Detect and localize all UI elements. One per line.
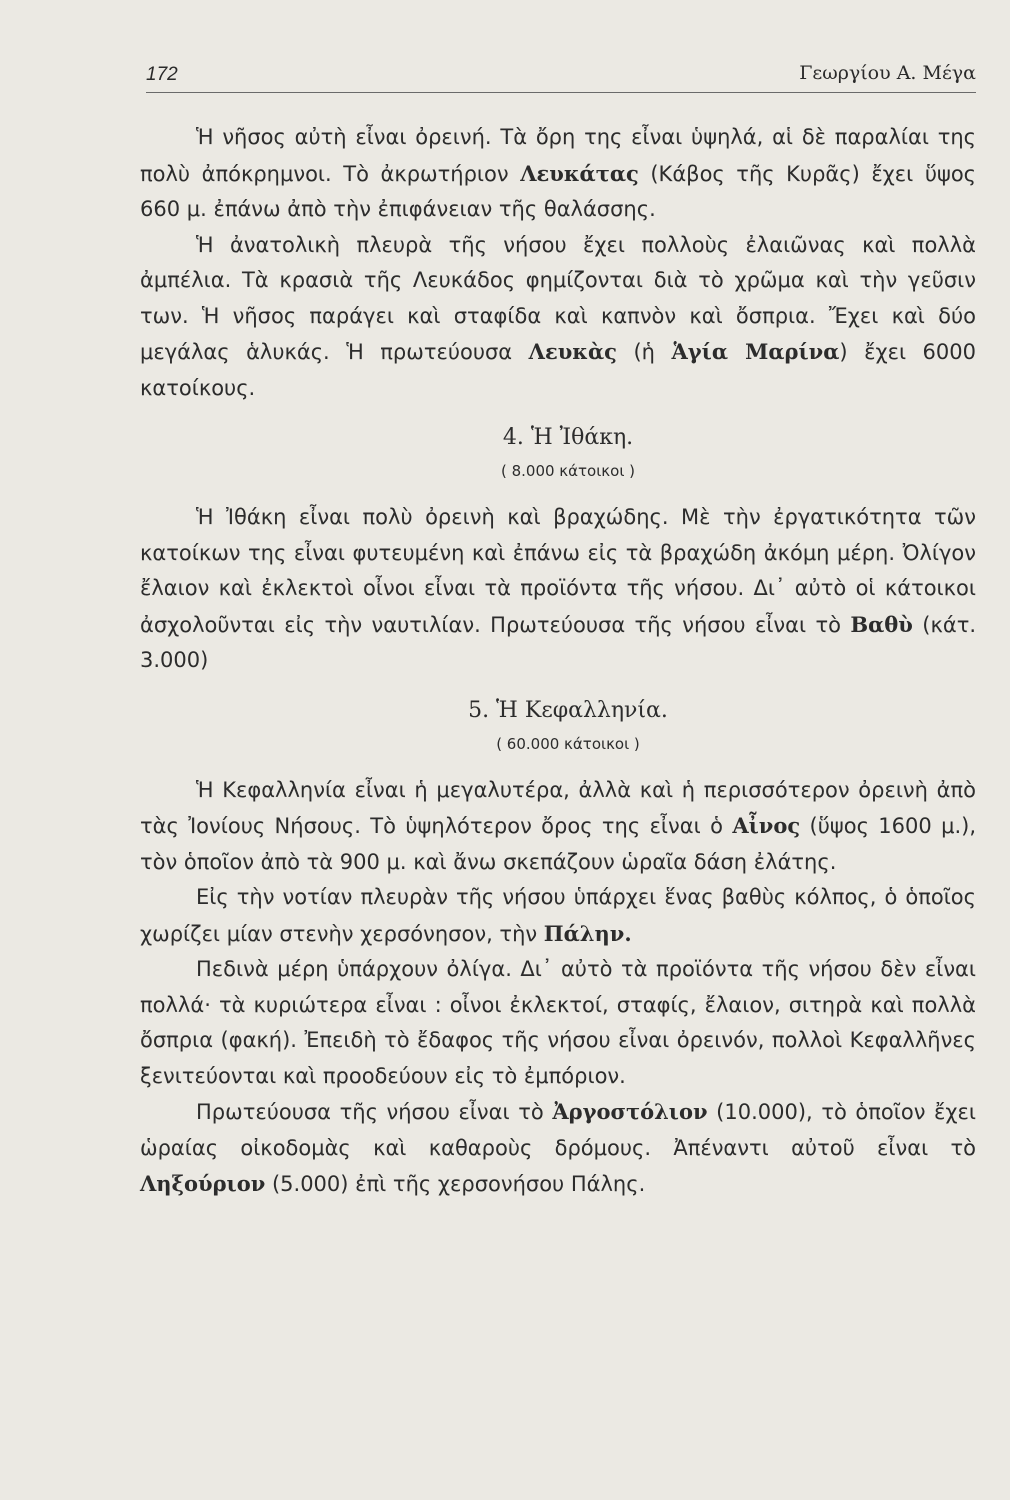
place-name: Ἀργοστόλιον: [552, 1099, 708, 1124]
section-heading-ithaca: 4. Ἡ Ἰθάκη.: [502, 425, 634, 450]
place-name: Πάλην.: [543, 920, 632, 946]
section-heading-kefalonia: 5. Ἡ Κεφαλληνία.: [468, 697, 668, 723]
ithaca-paragraph-1: Ἡ Ἰθάκη εἶναι πολὺ ὀρεινὴ καὶ βραχώδης. Μὲ τὴν ἐργατικότητα τῶν κατοίκων της εἶναι φυτευμένη καὶ ἐπάνω εἰς τὰ βραχώδη ἀκόμη μέρη. Ὀλίγον ἔλαιον καὶ ἐκλεκτοὶ οἶνοι εἶναι τὰ προϊόντα τῆς νήσου. Δι᾽ αὐτὸ οἱ κάτοικοι ἀσχολοῦνται εἰς τὴν ναυτιλίαν. Πρωτεύουσα τῆς νήσου εἶναι τὸ Βαθὺ (κάτ. 3.000): [140, 505, 977, 672]
place-name: Λευκὰς: [528, 339, 617, 364]
place-name: Ληξούριον: [140, 1171, 266, 1196]
lefkada-paragraph-1: Ἡ νῆσος αὐτὴ εἶναι ὀρεινή. Τὰ ὄρη της εἶναι ὑψηλά, αἱ δὲ παραλίαι της πολὺ ἀπόκρημνοι. Τὸ ἀκρωτήριον Λευκάτας (Κάβος τῆς Κυρᾶς) ἔχει ὕψος 660 μ. ἐπάνω ἀπὸ τὴν ἐπιφάνειαν τῆς θαλάσσης.: [140, 125, 977, 221]
body-text: [140, 120, 976, 1203]
kefalonia-paragraph-3: Πεδινὰ μέρη ὑπάρχουν ὀλίγα. Δι᾽ αὐτὸ τὰ προϊόντα τῆς νήσου δὲν εἶναι πολλά· τὰ κυριώτερα εἶναι : οἶνοι ἐκλεκτοί, σταφίς, ἔλαιον, σιτηρὰ καὶ πολλὰ ὄσπρια (φακή). Ἐπειδὴ τὸ ἔδαφος τῆς νήσου εἶναι ὀρεινόν, πολλοὶ Κεφαλλῆνες ξενιτεύονται καὶ προοδεύουν εἰς τὸ ἐμπόριον.: [140, 957, 976, 1088]
kefalonia-paragraph-1: Ἡ Κεφαλληνία εἶναι ἡ μεγαλυτέρα, ἀλλὰ καὶ ἡ περισσότερον ὀρεινὴ ἀπὸ τὰς Ἰονίους Νήσους. Τὸ ὑψηλότερον ὄρος της εἶναι ὁ Αἶνος (ὕψος 1600 μ.), τὸν ὁποῖον ἀπὸ τὰ 900 μ. καὶ ἄνω σκεπάζουν ὡραῖα δάση ἐλάτης.: [140, 777, 976, 874]
place-name: Αἶνος: [732, 813, 801, 838]
running-head: [146, 62, 976, 93]
place-name: Βαθὺ: [850, 611, 913, 637]
kefalonia-paragraph-2: Εἰς τὴν νοτίαν πλευρὰν τῆς νήσου ὑπάρχει ἕνας βαθὺς κόλπος, ὁ ὁποῖος χωρίζει μίαν στενὴν χερσόνησον, τὴν Πάλην.: [140, 885, 976, 946]
place-name: Ἁγία Μαρίνα: [671, 339, 840, 364]
place-name: Λευκάτας: [520, 160, 639, 186]
kefalonia-paragraph-4: Πρωτεύουσα τῆς νήσου εἶναι τὸ Ἀργοστόλιον (10.000), τὸ ὁποῖον ἔχει ὡραίας οἰκοδομὰς καὶ καθαροὺς δρόμους. Ἀπέναντι αὐτοῦ εἶναι τὸ Ληξούριον (5.000) ἐπὶ τῆς χερσονήσου Πάλης.: [140, 1099, 976, 1196]
page-number: 172: [146, 64, 178, 85]
population-kefalonia: ( 60.000 κάτοικοι ): [496, 734, 640, 753]
running-title: Γεωργίου Α. Μέγα: [799, 62, 976, 84]
lefkada-paragraph-2: Ἡ ἀνατολικὴ πλευρὰ τῆς νήσου ἔχει πολλοὺς ἐλαιῶνας καὶ πολλὰ ἀμπέλια. Τὰ κρασιὰ τῆς Λευκάδος φημίζονται διὰ τὸ χρῶμα καὶ τὴν γεῦσιν των. Ἡ νῆσος παράγει καὶ σταφίδα καὶ καπνὸν καὶ ὄσπρια. Ἔχει καὶ δύο μεγάλας ἁλυκάς. Ἡ πρωτεύουσα Λευκὰς (ἡ Ἁγία Μαρίνα) ἔχει 6000 κατοίκους.: [140, 232, 976, 400]
population-ithaca: ( 8.000 κάτοικοι ): [500, 462, 636, 480]
